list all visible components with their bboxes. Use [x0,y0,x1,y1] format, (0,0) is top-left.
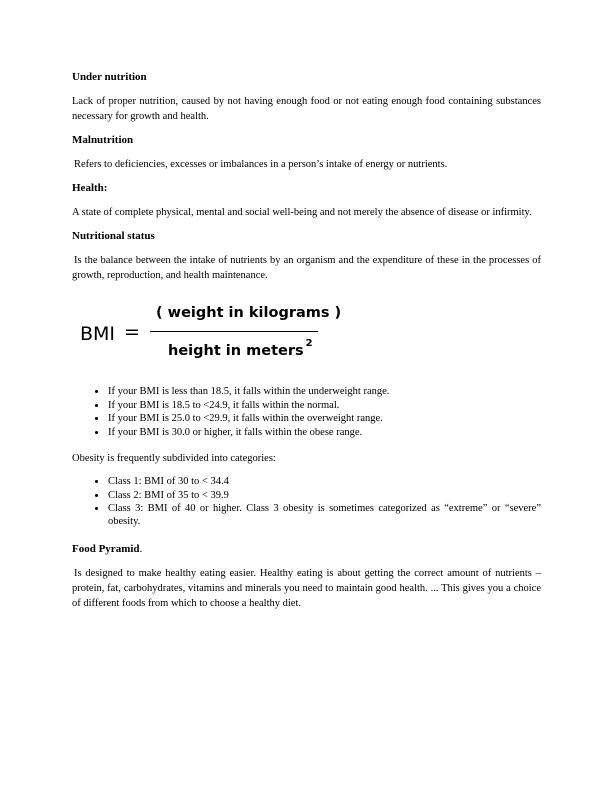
document-page [72,70,541,620]
formula-lhs: BMI [80,323,116,345]
obesity-class-list [72,475,541,528]
bmi-formula [72,305,541,367]
list-item: • Class 1: BMI of 30 to < 34.4 [107,475,541,489]
nutritional-status-text: Is the balance between the intake of nutrients by an organism and the expenditure of these in the processes of growth, reproduction, and health maintenance. [72,255,541,281]
formula-denominator-wrap [168,338,313,359]
undernutrition-heading: Under nutrition [72,71,147,83]
food-pyramid-heading: Food Pyramid [72,543,140,555]
list-item: • If your BMI is 30.0 or higher, it falls within the obese range. [107,426,541,440]
list-item: • If your BMI is 18.5 to <24.9, it falls within the normal. [107,399,541,413]
list-item: • If your BMI is less than 18.5, it falls within the underweight range. [107,385,541,399]
health-text: A state of complete physical, mental and social well-being and not merely the absence of disease or infirmity. [72,207,532,218]
formula-exponent: 2 [305,338,313,349]
food-pyramid-heading-suffix: . [139,543,143,555]
malnutrition-text: Refers to deficiencies, excesses or imbalances in a person’s intake of energy or nutrients. [74,159,448,170]
formula-denominator: height in meters [168,342,304,359]
health-heading: Health: [72,182,108,194]
formula-numerator: ( weight in kilograms ) [156,305,342,321]
bmi-range-list [72,385,541,439]
list-item: • Class 3: BMI of 40 or higher. Class 3 obesity is sometimes categorized as “extreme” or “severe” obesity. [107,502,541,528]
list-item: • If your BMI is 25.0 to <29.9, it falls within the overweight range. [107,412,541,426]
list-item: • Class 2: BMI of 35 to < 39.9 [107,489,541,503]
malnutrition-heading: Malnutrition [72,134,134,146]
nutritional-status-heading: Nutritional status [72,230,155,242]
food-pyramid-text: Is designed to make healthy eating easier. Healthy eating is about getting the correct amount of nutrients – protein, fat, carbohydrates, vitamins and minerals you need to maintain good health. ... This gives you a choice of different foods from which to choose a healthy diet. [72,568,541,609]
obesity-intro: Obesity is frequently subdivided into categories: [72,453,276,464]
fraction-bar [150,331,318,332]
formula-equals: = [124,321,140,343]
food-pyramid-heading-wrap [72,542,541,556]
undernutrition-text: Lack of proper nutrition, caused by not having enough food or not eating enough food containing substances necessary for growth and health. [72,96,541,122]
